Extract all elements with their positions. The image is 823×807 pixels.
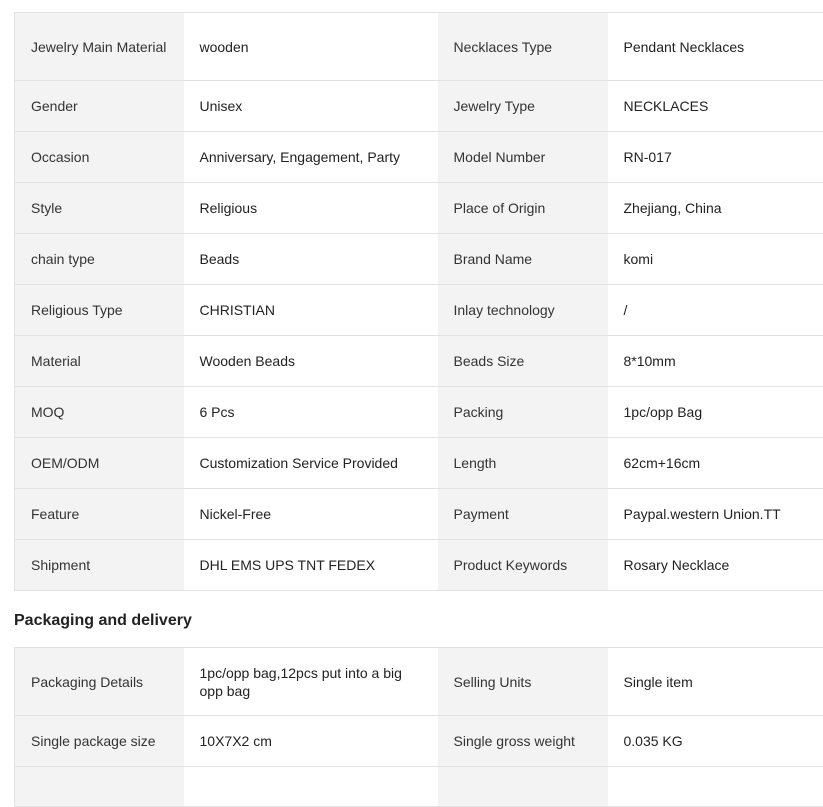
attribute-label: Product Keywords [438,540,608,591]
table-row [15,234,823,285]
attribute-value: Pendant Necklaces [608,13,823,81]
attribute-label: Jewelry Main Material [15,13,184,81]
attribute-value [184,767,438,807]
attribute-label: Style [15,183,184,234]
attribute-value: Beads [184,234,438,285]
attribute-label: Inlay technology [438,285,608,336]
attribute-value: Religious [184,183,438,234]
attribute-label: Single package size [15,716,184,767]
attribute-value: Zhejiang, China [608,183,823,234]
attribute-value: 1pc/opp bag,12pcs put into a big opp bag [184,648,438,716]
table-row [15,13,823,81]
attribute-value [608,767,823,807]
attribute-value: Unisex [184,81,438,132]
table-row [15,438,823,489]
attribute-label: Packaging Details [15,648,184,716]
table-row [15,387,823,438]
attribute-label [15,767,184,807]
attribute-value: 62cm+16cm [608,438,823,489]
attribute-label: Single gross weight [438,716,608,767]
attribute-label: Place of Origin [438,183,608,234]
attribute-value: 1pc/opp Bag [608,387,823,438]
attribute-label: Brand Name [438,234,608,285]
attribute-value: 8*10mm [608,336,823,387]
attribute-label: Occasion [15,132,184,183]
packaging-table [14,647,823,807]
attribute-value: 10X7X2 cm [184,716,438,767]
attribute-value: Single item [608,648,823,716]
attribute-value: DHL EMS UPS TNT FEDEX [184,540,438,591]
attribute-value: Wooden Beads [184,336,438,387]
attribute-label: Religious Type [15,285,184,336]
attribute-value: CHRISTIAN [184,285,438,336]
table-row [15,540,823,591]
attributes-table [14,12,823,591]
attribute-value: Paypal.western Union.TT [608,489,823,540]
table-row [15,81,823,132]
attribute-value: 6 Pcs [184,387,438,438]
table-row [15,336,823,387]
attribute-label: Gender [15,81,184,132]
table-row [15,767,823,807]
attribute-label: Packing [438,387,608,438]
attribute-value: wooden [184,13,438,81]
attribute-label: Necklaces Type [438,13,608,81]
attribute-value: Anniversary, Engagement, Party [184,132,438,183]
packaging-table-body [15,648,823,807]
attribute-label: chain type [15,234,184,285]
attribute-value: / [608,285,823,336]
attribute-label: Beads Size [438,336,608,387]
attribute-label: OEM/ODM [15,438,184,489]
table-row [15,716,823,767]
attribute-label: Shipment [15,540,184,591]
attribute-value: Customization Service Provided [184,438,438,489]
attribute-label: Feature [15,489,184,540]
attribute-label: Payment [438,489,608,540]
table-row [15,648,823,716]
attribute-label: Material [15,336,184,387]
attribute-value: komi [608,234,823,285]
attribute-value: NECKLACES [608,81,823,132]
attribute-value: RN-017 [608,132,823,183]
attribute-label [438,767,608,807]
attribute-label: MOQ [15,387,184,438]
table-row [15,285,823,336]
attribute-label: Length [438,438,608,489]
attribute-value: 0.035 KG [608,716,823,767]
table-row [15,183,823,234]
attribute-value: Rosary Necklace [608,540,823,591]
attribute-label: Jewelry Type [438,81,608,132]
table-row [15,132,823,183]
attributes-table-body [15,13,823,591]
attribute-value: Nickel-Free [184,489,438,540]
attribute-label: Selling Units [438,648,608,716]
attribute-label: Model Number [438,132,608,183]
table-row [15,489,823,540]
section-title-packaging: Packaging and delivery [14,612,192,630]
